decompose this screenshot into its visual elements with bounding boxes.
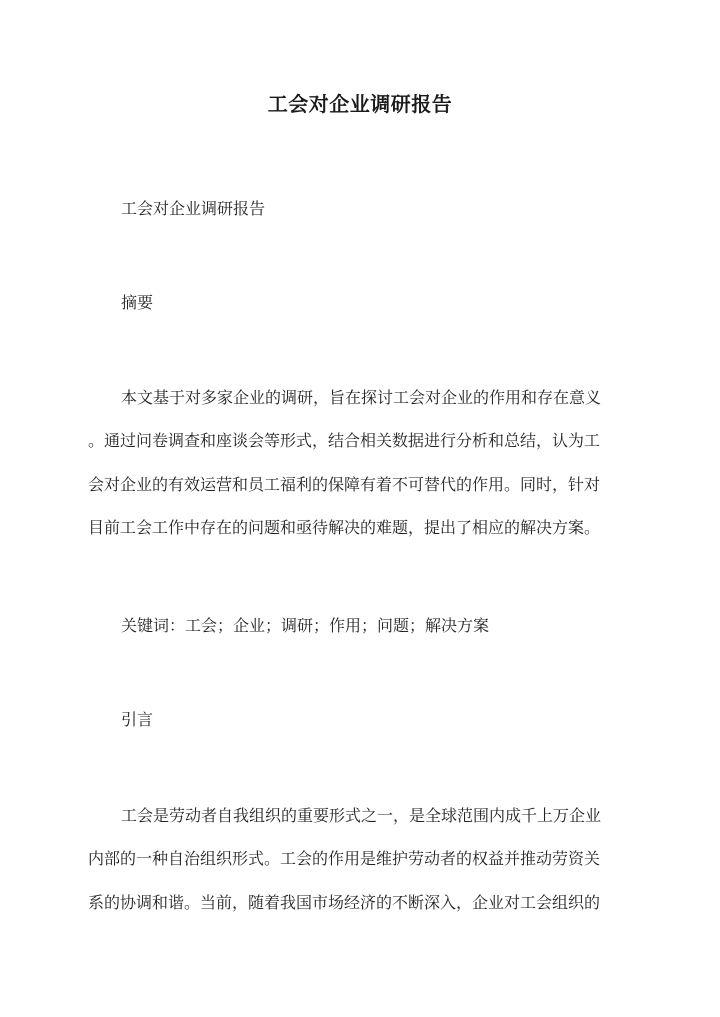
intro-line-2: 内部的一种自治组织形式。工会的作用是维护劳动者的权益并推动劳资关: [88, 849, 601, 868]
intro-heading: 引言: [121, 710, 154, 729]
intro-line-3: 系的协调和谐。当前，随着我国市场经济的不断深入，企业对工会组织的: [88, 893, 601, 912]
keywords-line: 关键词：工会；企业；调研；作用；问题；解决方案: [121, 616, 490, 635]
abstract-line-1: 本文基于对多家企业的调研，旨在探讨工会对企业的作用和存在意义: [121, 388, 602, 407]
document-title: 工会对企业调研报告: [267, 92, 453, 116]
abstract-heading: 摘要: [121, 293, 154, 312]
intro-line-1: 工会是劳动者自我组织的重要形式之一，是全球范围内成千上万企业: [121, 806, 602, 825]
document-subtitle: 工会对企业调研报告: [121, 199, 266, 218]
abstract-line-4: 目前工会工作中存在的问题和亟待解决的难题，提出了相应的解决方案。: [88, 518, 601, 537]
abstract-line-3: 会对企业的有效运营和员工福利的保障有着不可替代的作用。同时，针对: [88, 475, 601, 494]
abstract-line-2: 。通过问卷调查和座谈会等形式，结合相关数据进行分析和总结，认为工: [88, 431, 601, 450]
